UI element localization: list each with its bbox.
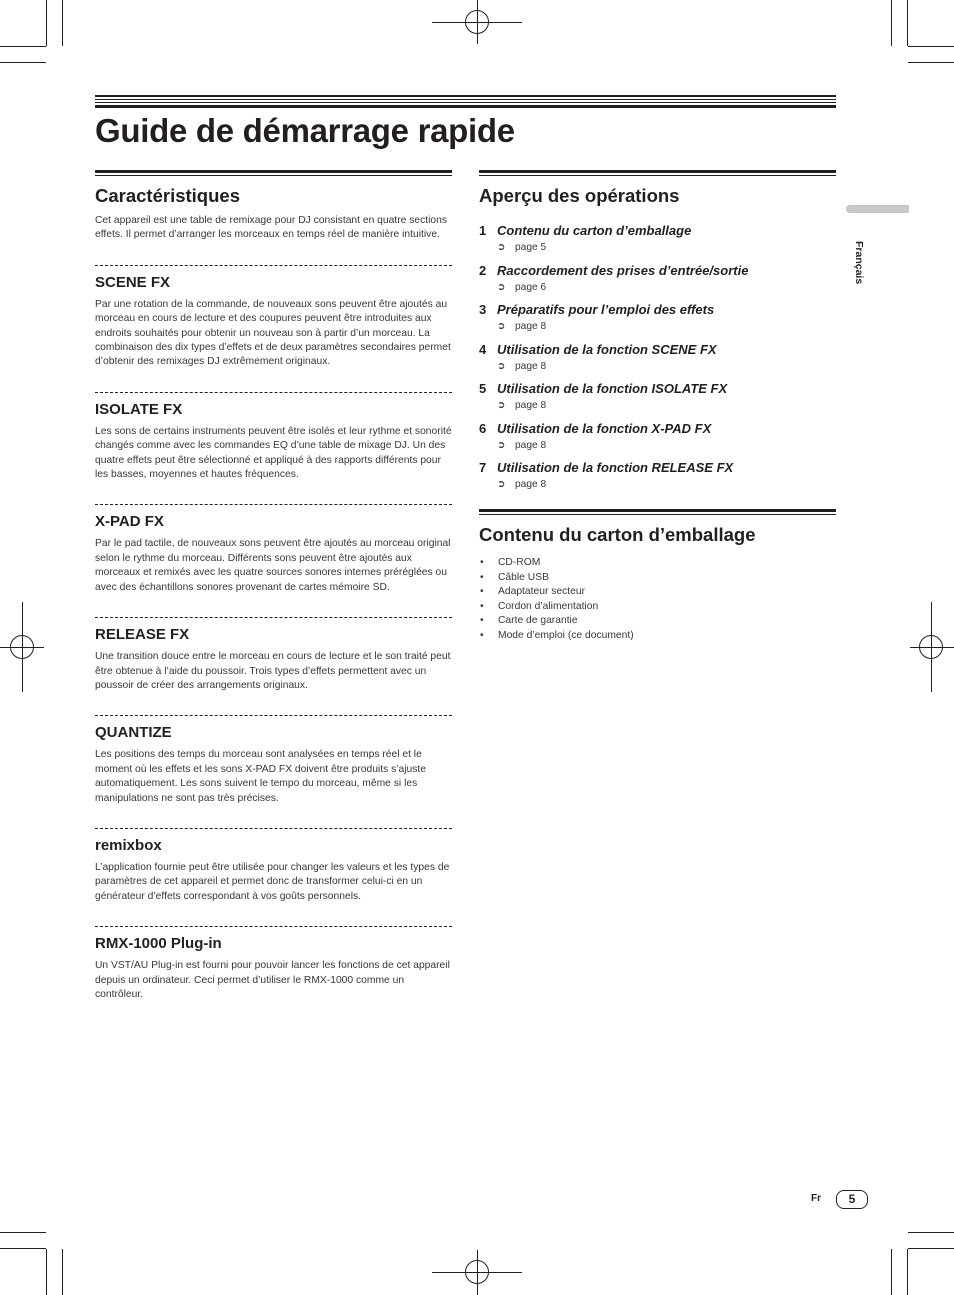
operation-title <box>479 221 836 241</box>
operation-ref-text: page 8 <box>515 439 547 451</box>
feature-section <box>95 504 452 595</box>
bullet-icon: • <box>480 629 484 641</box>
list-item <box>479 571 836 586</box>
feature-section <box>95 828 452 904</box>
operation-page-ref <box>497 241 836 254</box>
left-column <box>95 170 452 1002</box>
operation-ref-text: page 8 <box>515 479 547 490</box>
arrow-icon: ➲ <box>497 242 506 253</box>
operation-title <box>479 340 836 360</box>
feature-heading: remixbox <box>95 836 162 854</box>
feature-heading: RELEASE FX <box>95 626 190 644</box>
operation-title <box>479 379 836 399</box>
operation-page-ref <box>497 478 836 491</box>
operation-ref-text: page 8 <box>515 360 547 372</box>
heading-rule <box>479 170 836 176</box>
dashed-separator <box>95 392 452 393</box>
list-item-text: Carte de garantie <box>498 615 578 626</box>
operation-label: Utilisation de la fonction RELEASE FX <box>497 460 734 475</box>
dashed-separator <box>95 504 452 505</box>
operation-number: 3 <box>479 302 487 317</box>
operation-label: Utilisation de la fonction SCENE FX <box>497 341 717 357</box>
list-item-text: Cordon d’alimentation <box>498 600 599 612</box>
operation-label: Préparatifs pour l’emploi des effets <box>497 302 715 317</box>
feature-heading: QUANTIZE <box>95 724 172 742</box>
feature-text: Un VST/AU Plug-in est fourni pour pouvoir lancer les fonctions de cet appareil depuis un ordinateur. Ceci permet d’utiliser le RMX-1000 comme un contrôleur. <box>95 960 450 1000</box>
operation-number: 1 <box>479 223 487 238</box>
feature-sections <box>95 265 452 1003</box>
operation-page-ref <box>497 399 836 412</box>
feature-text: Une transition douce entre le morceau en cours de lecture et le son traité peut être obtenue à l’aide du poussoir. Trois types d’effets permettent avec un poussoir de créer des arrangements originaux. <box>95 651 451 691</box>
operation-ref-text: page 8 <box>515 321 547 332</box>
dashed-separator <box>95 265 452 266</box>
operation-item <box>479 221 836 254</box>
operation-item <box>479 379 836 412</box>
list-item <box>479 585 836 600</box>
title-rule <box>95 95 836 108</box>
arrow-icon: ➲ <box>497 360 506 372</box>
language-tab-label: Français <box>853 241 865 285</box>
dashed-separator <box>95 828 452 829</box>
operation-item <box>479 261 836 294</box>
feature-text: L’application fournie peut être utilisée pour changer les valeurs et les types de paramètres de cet appareil et permet donc de transformer celui-ci en un générateur d’effets correspondant à vos goûts personnels. <box>95 861 450 902</box>
list-item <box>479 556 836 571</box>
operation-label: Raccordement des prises d’entrée/sortie <box>497 262 749 278</box>
overview-heading: Aperçu des opérations <box>479 185 680 206</box>
feature-text: Les sons de certains instruments peuvent être isolés et leur rythme et sonorité changés comme avec les commandes EQ d’une table de mixage DJ. Un des quatre effets peut être sélectionné et appliqué à des rapports différents pour les basses, moyennes et hautes fréquences. <box>95 425 452 481</box>
heading-rule <box>95 170 452 176</box>
operation-title <box>479 300 836 320</box>
list-item-text: CD-ROM <box>498 557 541 568</box>
operation-page-ref <box>497 320 836 333</box>
operations-list <box>479 221 836 491</box>
feature-section <box>95 265 452 370</box>
dashed-separator <box>95 617 452 618</box>
operation-item <box>479 340 836 373</box>
feature-heading: X-PAD FX <box>95 513 164 531</box>
operation-title <box>479 261 836 281</box>
arrow-icon: ➲ <box>497 400 506 411</box>
arrow-icon: ➲ <box>497 281 506 293</box>
features-intro: Cet appareil est une table de remixage pour DJ consistant en quatre sections effets. Il permet d’arranger les morceaux en temps réel de manière intuitive. <box>95 215 448 241</box>
right-column <box>479 170 836 643</box>
operation-title <box>479 419 836 439</box>
feature-text: Par une rotation de la commande, de nouveaux sons peuvent être ajoutés au morceau en cours de lecture et des coupures peuvent être introduites aux endroits souhaités pour obtenir un nouveau son à partir d’un morceau. La combinaison des dix types d’effets et de deux paramètres secondaires permet d’obtenir des remixages DJ extrêmement originaux. <box>95 298 451 368</box>
feature-section <box>95 617 452 693</box>
bullet-icon: • <box>480 615 484 626</box>
contents-list <box>479 556 836 643</box>
bullet-icon: • <box>480 557 484 568</box>
list-item-text: Mode d’emploi (ce document) <box>498 629 634 641</box>
operation-ref-text: page 5 <box>515 242 547 253</box>
operation-item <box>479 300 836 333</box>
operation-number: 4 <box>479 341 487 357</box>
dashed-separator <box>95 715 452 716</box>
operation-number: 7 <box>479 460 487 475</box>
operation-title <box>479 458 836 478</box>
list-item <box>479 629 836 644</box>
feature-text: Les positions des temps du morceau sont analysées en temps réel et le moment où les effets et les sons X-PAD FX doivent être produits s’ajuste automatiquement. Les sons suivent le tempo du morceau, même si les manipulations ne sont pas très précises. <box>95 749 426 804</box>
operation-label: Utilisation de la fonction X-PAD FX <box>497 420 712 436</box>
operation-page-ref <box>497 281 836 294</box>
operation-item <box>479 419 836 452</box>
list-item <box>479 600 836 615</box>
operation-item <box>479 458 836 491</box>
dashed-separator <box>95 926 452 927</box>
heading-rule <box>479 509 836 515</box>
list-item-text: Adaptateur secteur <box>498 586 586 597</box>
list-item-text: Câble USB <box>498 571 549 583</box>
operation-page-ref <box>497 439 836 452</box>
bullet-icon: • <box>480 571 484 583</box>
feature-section <box>95 392 452 483</box>
arrow-icon: ➲ <box>497 439 506 451</box>
feature-heading: SCENE FX <box>95 273 171 291</box>
contents-heading: Contenu du carton d’emballage <box>479 524 756 545</box>
feature-text: Par le pad tactile, de nouveaux sons peuvent être ajoutés au morceau original selon le rythme du morceau. Différents sons peuvent être ajoutés aux morceaux et remixés avec les quatre sources sonores internes préréglées ou avec des échantillons sonores provenant de cartes mémoire SD. <box>95 538 451 593</box>
page-number: 5 <box>836 1190 868 1209</box>
features-heading: Caractéristiques <box>95 185 240 206</box>
operation-number: 5 <box>479 381 487 396</box>
feature-section <box>95 715 452 806</box>
arrow-icon: ➲ <box>497 321 506 332</box>
page-title: Guide de démarrage rapide <box>95 112 515 149</box>
operation-page-ref <box>497 360 836 373</box>
bullet-icon: • <box>480 586 484 597</box>
arrow-icon: ➲ <box>497 479 506 490</box>
operation-number: 6 <box>479 420 487 436</box>
bullet-icon: • <box>480 600 484 612</box>
language-code: Fr <box>811 1193 821 1204</box>
operation-ref-text: page 6 <box>515 281 547 293</box>
operation-ref-text: page 8 <box>515 400 547 411</box>
operation-label: Contenu du carton d’emballage <box>497 223 692 238</box>
feature-section <box>95 926 452 1002</box>
feature-heading: ISOLATE FX <box>95 400 183 418</box>
operation-label: Utilisation de la fonction ISOLATE FX <box>497 381 728 396</box>
list-item <box>479 614 836 629</box>
feature-heading: RMX-1000 Plug-in <box>95 935 222 953</box>
language-tab-marker <box>846 205 909 213</box>
operation-number: 2 <box>479 262 487 278</box>
